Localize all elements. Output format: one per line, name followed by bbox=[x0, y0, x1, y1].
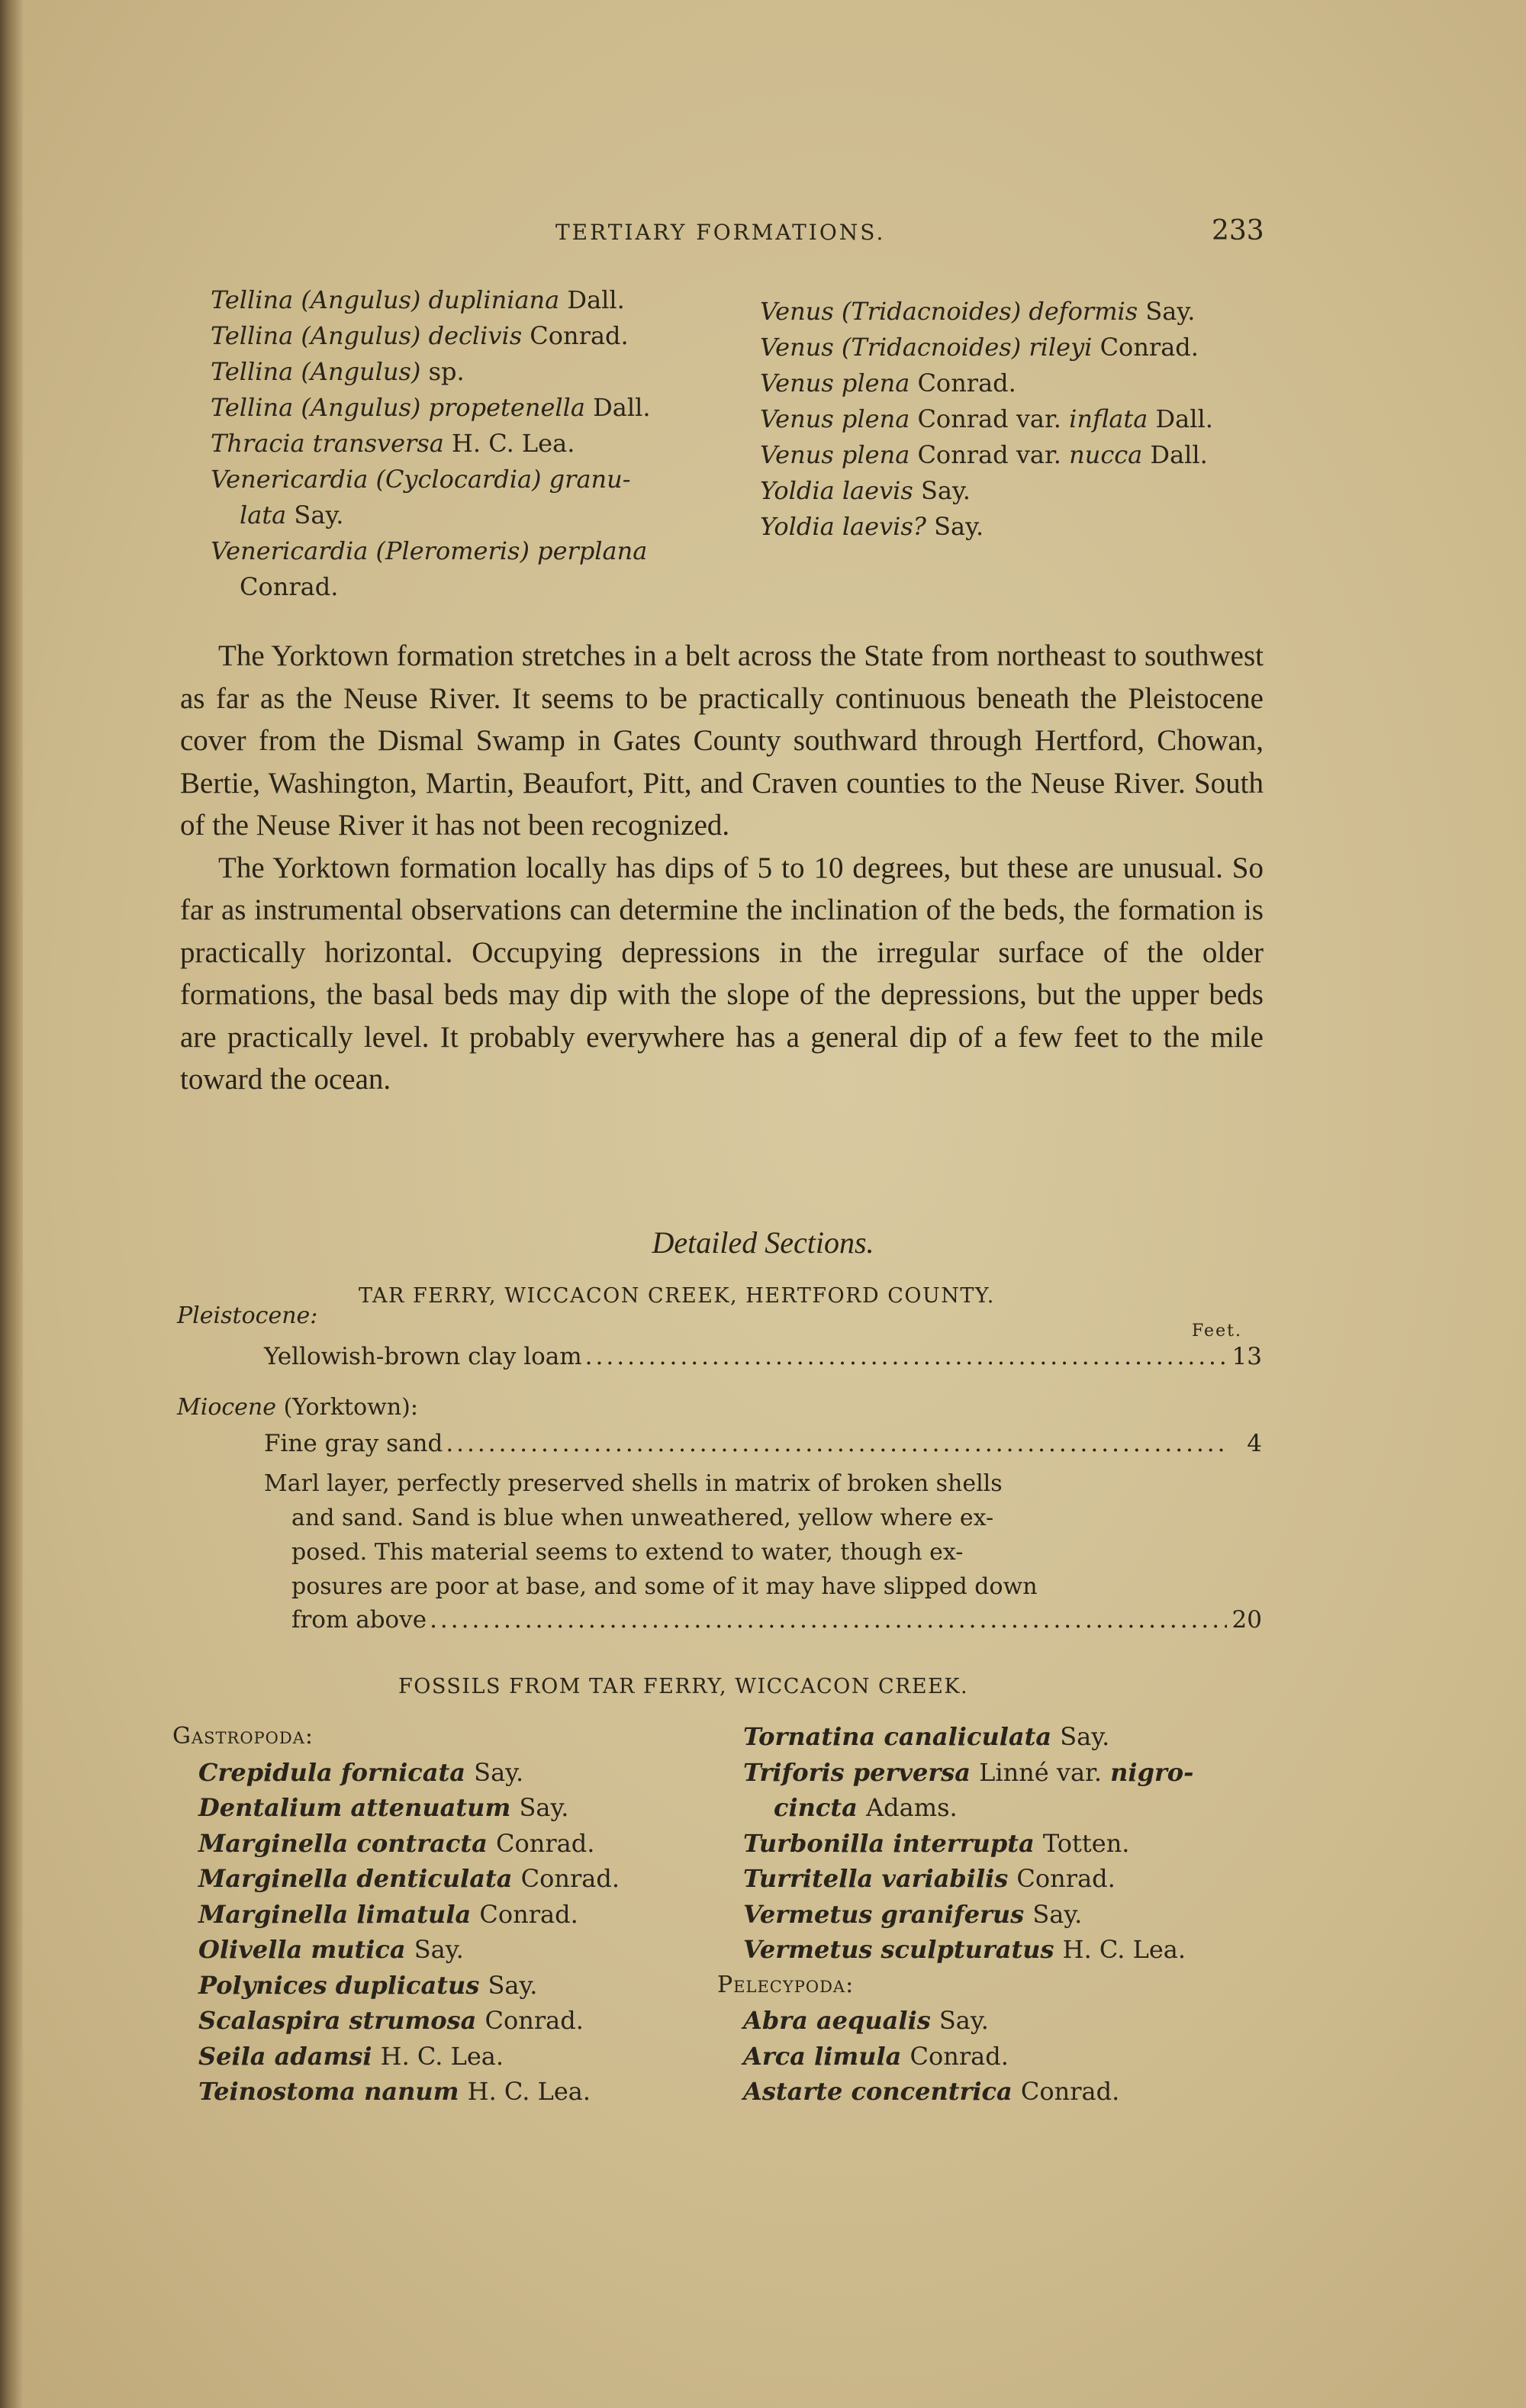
pleistocene-label: Pleistocene: bbox=[177, 1302, 318, 1329]
species-item: Venus plena Conrad. bbox=[760, 369, 1016, 398]
species-item: Tellina (Angulus) dupliniana Dall. bbox=[211, 285, 625, 314]
species-item-continuation: Conrad. bbox=[240, 572, 339, 601]
species-item-continuation: lata Say. bbox=[240, 501, 344, 530]
fossil-list-right bbox=[717, 1719, 1297, 2110]
fossil-item: Vermetus graniferus Say. bbox=[743, 1899, 1083, 1929]
species-item: Venus (Tridacnoides) deformis Say. bbox=[760, 297, 1196, 326]
fossil-item: Teinostoma nanum H. C. Lea. bbox=[198, 2077, 591, 2106]
feet-value: 13 bbox=[1231, 1343, 1262, 1370]
fossil-item: Marginella limatula Conrad. bbox=[198, 1899, 578, 1929]
fossil-list-heading: FOSSILS FROM TAR FERRY, WICCACON CREEK. bbox=[398, 1675, 969, 1698]
fossil-item: Dentalium attenuatum Say. bbox=[198, 1793, 569, 1822]
species-item: Venus (Tridacnoides) rileyi Conrad. bbox=[760, 333, 1199, 362]
layer-row: from above ..... 20 bbox=[291, 1606, 1262, 1634]
group-label-pelecypoda: Pelecypoda: bbox=[717, 1971, 855, 1998]
fossil-item: Tornatina canaliculata Say. bbox=[743, 1722, 1110, 1751]
species-item: Venus plena Conrad var. inflata Dall. bbox=[760, 404, 1213, 433]
fossil-item: Turbonilla interrupta Totten. bbox=[743, 1828, 1130, 1858]
species-list-left bbox=[211, 282, 745, 605]
paragraph: The Yorktown formation stretches in a belt across the State from northeast to southwest as far as the Neuse River. It seems to be practically continuous beneath the Pleistocene cover from the Dismal Swamp in Gates County southward through Hertford, Chowan, Bertie, Washington, Martin, Beaufort, Pitt, and Craven counties to the Neuse River. South of the Neuse River it has not been recognized. bbox=[180, 639, 1264, 842]
fossil-item: Astarte concentrica Conrad. bbox=[743, 2077, 1120, 2106]
layer-row: Yellowish-brown clay loam ..... 13 bbox=[264, 1343, 1262, 1370]
fossil-item-continuation: cincta Adams. bbox=[774, 1793, 958, 1822]
species-item: Yoldia laevis? Say. bbox=[760, 512, 984, 541]
fossil-item: Abra aequalis Say. bbox=[743, 2006, 989, 2035]
species-item: Tellina (Angulus) declivis Conrad. bbox=[211, 321, 629, 350]
fossil-item: Turritella variabilis Conrad. bbox=[743, 1864, 1116, 1893]
species-item: Venericardia (Pleromeris) perplana bbox=[211, 536, 648, 565]
species-item: Venericardia (Cyclocardia) granu- bbox=[211, 465, 631, 494]
section-heading: Detailed Sections. bbox=[652, 1225, 874, 1260]
fossil-list-left bbox=[172, 1719, 729, 2110]
species-item: Tellina (Angulus) propetenella Dall. bbox=[211, 393, 651, 422]
fossil-item: Olivella mutica Say. bbox=[198, 1935, 464, 1964]
species-item: Tellina (Angulus) sp. bbox=[211, 357, 465, 386]
species-list-right bbox=[760, 294, 1294, 545]
fossil-item: Marginella denticulata Conrad. bbox=[198, 1864, 620, 1893]
layer-row: Fine gray sand ..... 4 bbox=[264, 1430, 1262, 1457]
miocene-label: Miocene (Yorktown): bbox=[177, 1394, 418, 1421]
page-header bbox=[0, 215, 1526, 253]
species-item: Venus plena Conrad var. nucca Dall. bbox=[760, 440, 1208, 469]
page-number: 233 bbox=[1212, 215, 1264, 246]
book-spine-edge bbox=[0, 0, 23, 2408]
fossil-item: Arca limula Conrad. bbox=[743, 2041, 1009, 2071]
group-label-gastropoda: Gastropoda: bbox=[172, 1723, 314, 1750]
fossil-item: Seila adamsi H. C. Lea. bbox=[198, 2041, 504, 2071]
fossil-item: Scalaspira strumosa Conrad. bbox=[198, 2006, 584, 2035]
feet-column-header: Feet. bbox=[1192, 1322, 1242, 1341]
fossil-item: Crepidula fornicata Say. bbox=[198, 1757, 524, 1787]
section-subtitle: TAR FERRY, WICCACON CREEK, HERTFORD COUNTY. bbox=[359, 1284, 995, 1308]
species-item: Yoldia laevis Say. bbox=[760, 476, 971, 505]
marl-layer-description: Marl layer, perfectly preserved shells in matrix of broken shells and sand. Sand is blue when unweathered, yellow where ex- posed. This material seems to extend to water, though ex- posures are poor at base, and some of it may have slipped down bbox=[264, 1470, 1038, 1600]
species-item: Thracia transversa H. C. Lea. bbox=[211, 429, 575, 458]
fossil-item: Marginella contracta Conrad. bbox=[198, 1828, 595, 1858]
body-text bbox=[180, 635, 1264, 1101]
fossil-item: Triforis perversa Linné var. nigro- bbox=[743, 1757, 1194, 1787]
running-title: TERTIARY FORMATIONS. bbox=[555, 220, 886, 245]
feet-value: 20 bbox=[1231, 1606, 1262, 1634]
paragraph: The Yorktown formation locally has dips of 5 to 10 degrees, but these are unusual. So far as instrumental observations can determine the inclination of the beds, the formation is practically horizontal. Occupying depressions in the irregular surface of the older formations, the basal beds may dip with the slope of the depressions, but the upper beds are practically level. It probably everywhere has a general dip of a few feet to the mile toward the ocean. bbox=[180, 851, 1264, 1096]
fossil-item: Polynices duplicatus Say. bbox=[198, 1970, 538, 2000]
feet-value: 4 bbox=[1247, 1430, 1262, 1457]
fossil-item: Vermetus sculpturatus H. C. Lea. bbox=[743, 1935, 1186, 1964]
